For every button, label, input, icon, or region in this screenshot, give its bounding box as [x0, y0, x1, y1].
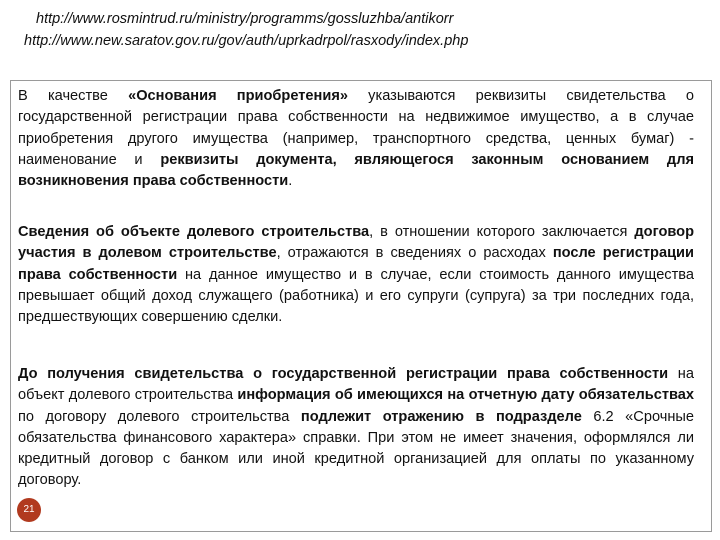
- text-segment: по договору долевого строительства: [18, 408, 301, 425]
- paragraph-shared-construction: [18, 222, 694, 328]
- url-rosmintrud[interactable]: http://www.rosmintrud.ru/ministry/programms/gossluzhba/antikorr: [36, 11, 454, 27]
- text-segment: на данное имущество и в случае, если стоимость данного имущества превышает общий доход служащего (работника) и его супруги (супруга) за три последних года, предшествующих совершению сделки.: [18, 266, 694, 326]
- bold-segment: реквизиты документа, являющегося законным основанием для возникновения права собственности: [18, 151, 694, 190]
- bold-segment: после регистрации права собственности: [18, 245, 694, 283]
- bold-segment: подлежит отражению в подразделе: [300, 408, 582, 425]
- header-links: [24, 8, 714, 52]
- text-segment: 6.2 «Срочные обязательства финансового характера» справки. При этом не имеет значения, оформлялся ли кредитный договор с банком или иной кредитной организацией для оплаты по указанному договору.: [18, 408, 695, 489]
- text-segment: .: [288, 173, 293, 190]
- bold-segment: До получения свидетельства о государственной регистрации права собственности: [18, 366, 669, 382]
- paragraph-before-certificate: [18, 364, 694, 492]
- url-saratov[interactable]: http://www.new.saratov.gov.ru/gov/auth/uprkadrpol/rasxody/index.php: [24, 33, 469, 49]
- text-segment: на объект долевого строительства: [18, 366, 694, 404]
- bold-segment: Сведения об объекте долевого строительства: [18, 224, 370, 240]
- text-segment: , отражаются в сведениях о расходах: [276, 245, 553, 262]
- text-segment: указываются реквизиты свидетельства о государственной регистрации права собственности на недвижимое имущество, а в случае приобретения другого имущества (например, транспортного средства, ценных бумаг) - наименование и: [18, 88, 694, 168]
- text-segment: , в отношении которого заключается: [369, 224, 635, 240]
- bold-segment: договор участия в долевом строительстве: [18, 224, 694, 262]
- page-number-badge: 21: [17, 498, 41, 522]
- text-segment: В качестве: [18, 88, 129, 104]
- bold-segment: «Основания приобретения»: [128, 88, 348, 104]
- paragraph-acquisition-basis: [18, 86, 694, 192]
- bold-segment: информация об имеющихся на отчетную дату обязательствах: [237, 387, 694, 404]
